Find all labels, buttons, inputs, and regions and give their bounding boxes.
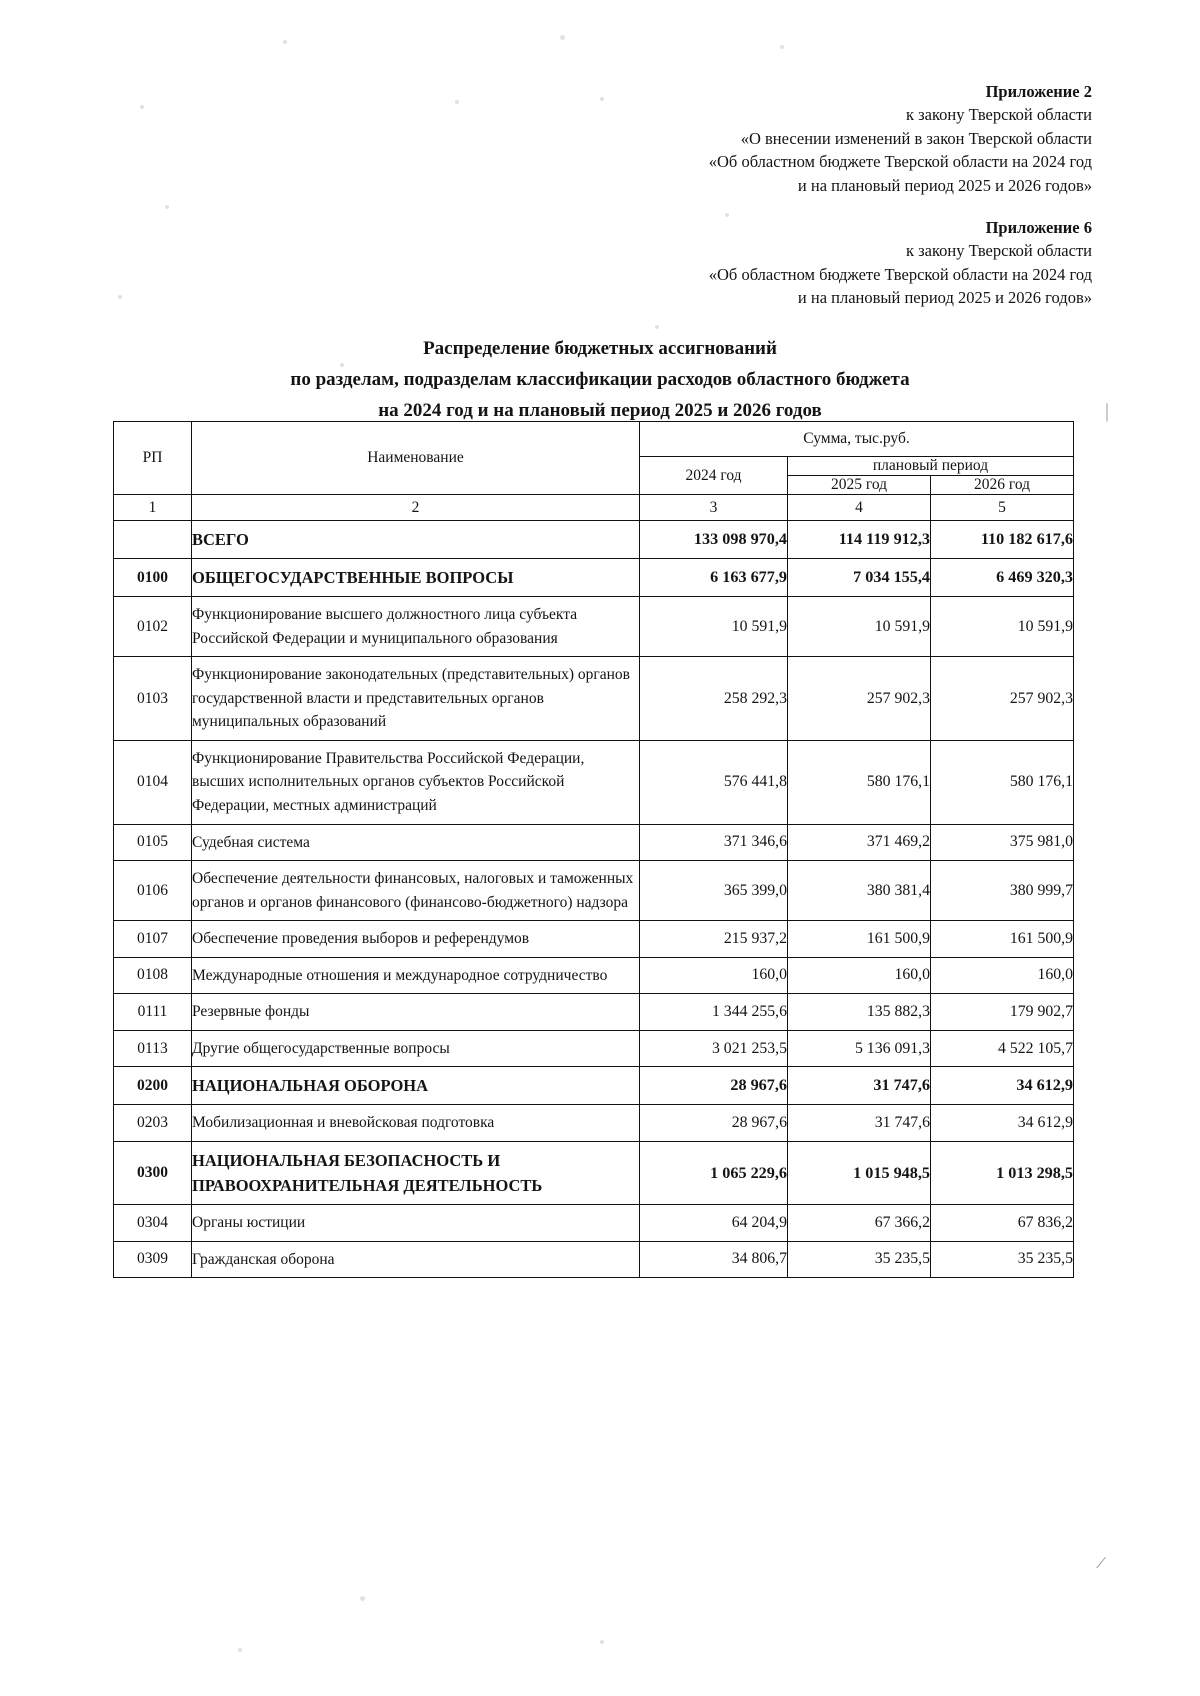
appendix-1-line-2: «О внесении изменений в закон Тверской области bbox=[740, 128, 1092, 148]
appendix-block-1 bbox=[709, 80, 1092, 197]
row-code-cell: 0105 bbox=[114, 824, 192, 861]
row-value-v2025: 31 747,6 bbox=[788, 1105, 931, 1142]
row-value-v2026: 1 013 298,5 bbox=[931, 1141, 1074, 1204]
table-row bbox=[114, 861, 1074, 921]
row-code-cell bbox=[114, 521, 192, 559]
row-code-cell: 0200 bbox=[114, 1067, 192, 1105]
row-value-v2026: 380 999,7 bbox=[931, 861, 1074, 921]
row-value-v2025: 257 902,3 bbox=[788, 657, 931, 741]
table-row bbox=[114, 657, 1074, 741]
row-name-cell: Органы юстиции bbox=[192, 1205, 640, 1242]
row-value-v2024: 365 399,0 bbox=[640, 861, 788, 921]
row-name-cell: Международные отношения и международное сотрудничество bbox=[192, 957, 640, 994]
appendix-1-line-4: и на плановый период 2025 и 2026 годов» bbox=[797, 175, 1092, 195]
table-row bbox=[114, 740, 1074, 824]
row-code-cell: 0104 bbox=[114, 740, 192, 824]
row-value-v2026: 34 612,9 bbox=[931, 1067, 1074, 1105]
row-code-cell: 0304 bbox=[114, 1205, 192, 1242]
table-header-row-1 bbox=[114, 422, 1074, 457]
row-value-v2026: 10 591,9 bbox=[931, 597, 1074, 657]
row-value-v2025: 161 500,9 bbox=[788, 921, 931, 958]
row-value-v2025: 371 469,2 bbox=[788, 824, 931, 861]
row-code-cell: 0102 bbox=[114, 597, 192, 657]
row-value-v2025: 114 119 912,3 bbox=[788, 521, 931, 559]
row-code-cell: 0106 bbox=[114, 861, 192, 921]
row-name-cell: Гражданская оборона bbox=[192, 1241, 640, 1278]
row-value-v2024: 133 098 970,4 bbox=[640, 521, 788, 559]
scan-edge-mark: / bbox=[1094, 1551, 1108, 1575]
scan-speck bbox=[600, 1640, 604, 1644]
table-row bbox=[114, 597, 1074, 657]
appendix-1-line-3: «Об областном бюджете Тверской области на 2024 год bbox=[708, 152, 1092, 172]
scan-speck bbox=[340, 363, 344, 367]
row-value-v2024: 160,0 bbox=[640, 957, 788, 994]
table-body bbox=[114, 521, 1074, 1278]
appendix-1-title: Приложение 2 bbox=[985, 82, 1092, 101]
row-value-v2025: 35 235,5 bbox=[788, 1241, 931, 1278]
row-value-v2026: 35 235,5 bbox=[931, 1241, 1074, 1278]
row-value-v2025: 31 747,6 bbox=[788, 1067, 931, 1105]
row-code-cell: 0108 bbox=[114, 957, 192, 994]
row-name-cell: Обеспечение проведения выборов и референдумов bbox=[192, 921, 640, 958]
appendix-2-line-3: и на плановый период 2025 и 2026 годов» bbox=[797, 288, 1092, 308]
header-cell-name: Наименование bbox=[192, 422, 640, 495]
table-row bbox=[114, 521, 1074, 559]
row-code-cell: 0100 bbox=[114, 559, 192, 597]
row-value-v2025: 5 136 091,3 bbox=[788, 1030, 931, 1067]
column-number-4: 4 bbox=[788, 495, 931, 521]
row-name-cell: Функционирование высшего должностного лица субъекта Российской Федерации и муниципального образования bbox=[192, 597, 640, 657]
table-row bbox=[114, 1030, 1074, 1067]
row-name-cell: НАЦИОНАЛЬНАЯ ОБОРОНА bbox=[192, 1067, 640, 1105]
row-value-v2026: 67 836,2 bbox=[931, 1205, 1074, 1242]
row-code-cell: 0309 bbox=[114, 1241, 192, 1278]
header-cell-sum: Сумма, тыс.руб. bbox=[640, 422, 1074, 457]
row-value-v2026: 375 981,0 bbox=[931, 824, 1074, 861]
appendix-2-title: Приложение 6 bbox=[985, 218, 1092, 237]
table-row bbox=[114, 921, 1074, 958]
row-code-cell: 0107 bbox=[114, 921, 192, 958]
page-title-line-1: Распределение бюджетных ассигнований bbox=[423, 338, 777, 359]
column-number-3: 3 bbox=[640, 495, 788, 521]
table-row bbox=[114, 1241, 1074, 1278]
table-row bbox=[114, 1205, 1074, 1242]
table-row bbox=[114, 824, 1074, 861]
row-code-cell: 0300 bbox=[114, 1141, 192, 1204]
row-name-cell: Другие общегосударственные вопросы bbox=[192, 1030, 640, 1067]
scan-speck bbox=[140, 105, 144, 109]
row-value-v2025: 67 366,2 bbox=[788, 1205, 931, 1242]
row-value-v2025: 135 882,3 bbox=[788, 994, 931, 1031]
row-value-v2024: 371 346,6 bbox=[640, 824, 788, 861]
row-code-cell: 0103 bbox=[114, 657, 192, 741]
row-value-v2024: 258 292,3 bbox=[640, 657, 788, 741]
table-row bbox=[114, 994, 1074, 1031]
row-value-v2026: 4 522 105,7 bbox=[931, 1030, 1074, 1067]
row-value-v2024: 10 591,9 bbox=[640, 597, 788, 657]
row-value-v2024: 1 344 255,6 bbox=[640, 994, 788, 1031]
row-code-cell: 0113 bbox=[114, 1030, 192, 1067]
row-value-v2024: 576 441,8 bbox=[640, 740, 788, 824]
row-name-cell: Обеспечение деятельности финансовых, налоговых и таможенных органов и органов финансового (финансово-бюджетного) надзора bbox=[192, 861, 640, 921]
row-code-cell: 0203 bbox=[114, 1105, 192, 1142]
row-value-v2026: 580 176,1 bbox=[931, 740, 1074, 824]
row-value-v2025: 160,0 bbox=[788, 957, 931, 994]
appendix-block-2 bbox=[709, 216, 1092, 310]
row-name-cell: Функционирование Правительства Российской Федерации, высших исполнительных органов субъектов Российской Федерации, местных администраций bbox=[192, 740, 640, 824]
row-value-v2024: 3 021 253,5 bbox=[640, 1030, 788, 1067]
row-value-v2024: 215 937,2 bbox=[640, 921, 788, 958]
row-value-v2025: 380 381,4 bbox=[788, 861, 931, 921]
row-value-v2024: 6 163 677,9 bbox=[640, 559, 788, 597]
column-number-2: 2 bbox=[192, 495, 640, 521]
row-value-v2026: 110 182 617,6 bbox=[931, 521, 1074, 559]
row-value-v2026: 161 500,9 bbox=[931, 921, 1074, 958]
scan-speck bbox=[360, 1596, 365, 1601]
scan-speck bbox=[238, 1648, 242, 1652]
row-name-cell: ВСЕГО bbox=[192, 521, 640, 559]
budget-table-container bbox=[113, 421, 1073, 1278]
scan-speck bbox=[165, 205, 169, 209]
row-value-v2024: 64 204,9 bbox=[640, 1205, 788, 1242]
header-cell-year-2026: 2026 год bbox=[931, 476, 1074, 495]
scan-speck bbox=[655, 325, 659, 329]
table-row bbox=[114, 559, 1074, 597]
appendix-2-line-2: «Об областном бюджете Тверской области на 2024 год bbox=[708, 264, 1092, 284]
table-header-group bbox=[114, 422, 1074, 521]
row-name-cell: Функционирование законодательных (представительных) органов государственной власти и представительных органов муниципальных образований bbox=[192, 657, 640, 741]
scan-edge-mark: | bbox=[1105, 400, 1110, 422]
header-cell-planned-period: плановый период bbox=[788, 457, 1074, 476]
page-title-line-2: по разделам, подразделам классификации расходов областного бюджета bbox=[290, 368, 910, 390]
row-code-cell: 0111 bbox=[114, 994, 192, 1031]
scan-speck bbox=[560, 35, 565, 40]
scan-speck bbox=[118, 295, 122, 299]
header-cell-year-2025: 2025 год bbox=[788, 476, 931, 495]
page-title bbox=[0, 334, 1200, 426]
table-row bbox=[114, 1067, 1074, 1105]
header-cell-year-2024: 2024 год bbox=[640, 457, 788, 495]
table-row bbox=[114, 1141, 1074, 1204]
row-value-v2025: 10 591,9 bbox=[788, 597, 931, 657]
row-name-cell: Резервные фонды bbox=[192, 994, 640, 1031]
row-value-v2026: 34 612,9 bbox=[931, 1105, 1074, 1142]
table-row bbox=[114, 1105, 1074, 1142]
row-name-cell: ОБЩЕГОСУДАРСТВЕННЫЕ ВОПРОСЫ bbox=[192, 559, 640, 597]
row-name-cell: НАЦИОНАЛЬНАЯ БЕЗОПАСНОСТЬ И ПРАВООХРАНИТЕЛЬНАЯ ДЕЯТЕЛЬНОСТЬ bbox=[192, 1141, 640, 1204]
row-value-v2024: 28 967,6 bbox=[640, 1067, 788, 1105]
row-value-v2026: 6 469 320,3 bbox=[931, 559, 1074, 597]
row-value-v2025: 1 015 948,5 bbox=[788, 1141, 931, 1204]
row-value-v2025: 580 176,1 bbox=[788, 740, 931, 824]
row-value-v2024: 1 065 229,6 bbox=[640, 1141, 788, 1204]
column-number-5: 5 bbox=[931, 495, 1074, 521]
appendix-2-line-1: к закону Тверской области bbox=[905, 241, 1092, 261]
row-value-v2026: 160,0 bbox=[931, 957, 1074, 994]
row-value-v2026: 257 902,3 bbox=[931, 657, 1074, 741]
row-value-v2024: 34 806,7 bbox=[640, 1241, 788, 1278]
row-value-v2026: 179 902,7 bbox=[931, 994, 1074, 1031]
table-row bbox=[114, 957, 1074, 994]
table-column-number-row bbox=[114, 495, 1074, 521]
header-cell-code: РП bbox=[114, 422, 192, 495]
row-value-v2025: 7 034 155,4 bbox=[788, 559, 931, 597]
scan-speck bbox=[600, 97, 604, 101]
scan-speck bbox=[725, 213, 729, 217]
scan-speck bbox=[283, 40, 287, 44]
budget-table bbox=[113, 421, 1074, 1278]
appendix-1-line-1: к закону Тверской области bbox=[905, 105, 1092, 125]
scan-speck bbox=[455, 100, 459, 104]
scan-speck bbox=[780, 45, 784, 49]
row-name-cell: Мобилизационная и вневойсковая подготовка bbox=[192, 1105, 640, 1142]
row-value-v2024: 28 967,6 bbox=[640, 1105, 788, 1142]
page-title-line-3: на 2024 год и на плановый период 2025 и 2026 годов bbox=[378, 399, 822, 421]
column-number-1: 1 bbox=[114, 495, 192, 521]
row-name-cell: Судебная система bbox=[192, 824, 640, 861]
